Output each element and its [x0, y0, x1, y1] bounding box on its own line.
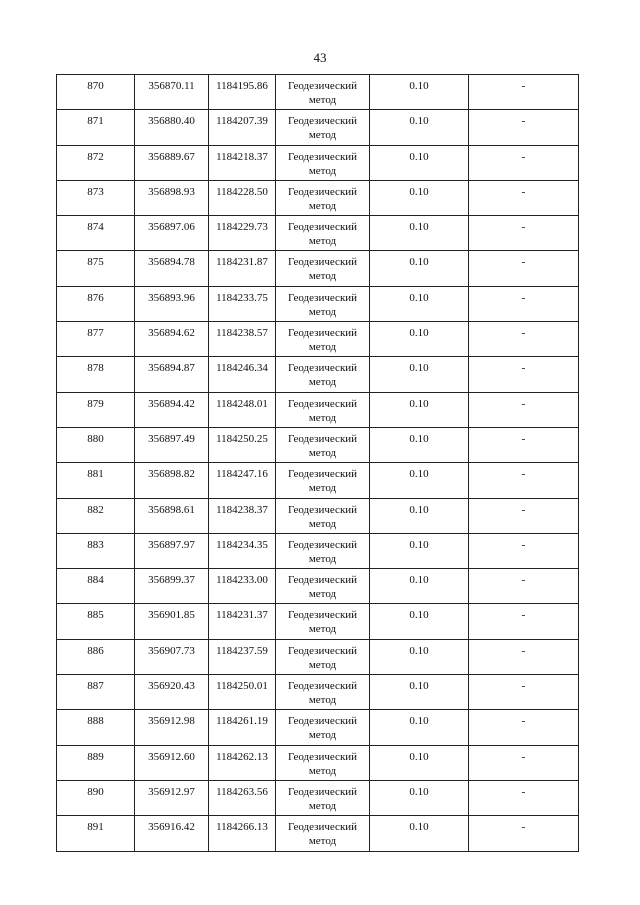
description-cell: - [469, 392, 579, 427]
method-cell [276, 180, 370, 215]
method-text: метод [308, 235, 337, 248]
y-coordinate-cell: 1184250.01 [209, 675, 276, 710]
point-number-cell: 882 [57, 498, 135, 533]
accuracy-cell: 0.10 [370, 251, 469, 286]
method-text: Геодезический [287, 362, 358, 375]
y-coordinate-cell: 1184228.50 [209, 180, 276, 215]
description-cell: - [469, 357, 579, 392]
x-coordinate-cell: 356912.97 [135, 780, 209, 815]
x-coordinate-cell: 356894.42 [135, 392, 209, 427]
description-cell: - [469, 675, 579, 710]
table-row [57, 710, 579, 745]
description-cell: - [469, 463, 579, 498]
x-coordinate-cell: 356897.49 [135, 427, 209, 462]
point-number-cell: 887 [57, 675, 135, 710]
coordinates-table-body [57, 75, 579, 852]
x-coordinate-cell: 356897.06 [135, 216, 209, 251]
point-number-cell: 880 [57, 427, 135, 462]
x-coordinate-cell: 356898.93 [135, 180, 209, 215]
accuracy-cell: 0.10 [370, 427, 469, 462]
method-text: метод [308, 270, 337, 283]
accuracy-cell: 0.10 [370, 745, 469, 780]
method-text: Геодезический [287, 715, 358, 728]
method-cell [276, 110, 370, 145]
method-cell [276, 427, 370, 462]
method-text: Геодезический [287, 750, 358, 763]
table-row [57, 75, 579, 110]
method-text: метод [308, 835, 337, 848]
method-cell [276, 357, 370, 392]
method-cell [276, 145, 370, 180]
table-row [57, 286, 579, 321]
y-coordinate-cell: 1184237.59 [209, 639, 276, 674]
page-number: 43 [313, 50, 327, 65]
method-text: Геодезический [287, 432, 358, 445]
point-number-cell: 873 [57, 180, 135, 215]
method-text: метод [308, 129, 337, 142]
method-text: Геодезический [287, 821, 358, 834]
table-row [57, 180, 579, 215]
y-coordinate-cell: 1184247.16 [209, 463, 276, 498]
method-text: Геодезический [287, 256, 358, 269]
accuracy-cell: 0.10 [370, 322, 469, 357]
method-cell [276, 322, 370, 357]
y-coordinate-cell: 1184233.00 [209, 569, 276, 604]
x-coordinate-cell: 356889.67 [135, 145, 209, 180]
description-cell: - [469, 286, 579, 321]
y-coordinate-cell: 1184263.56 [209, 780, 276, 815]
x-coordinate-cell: 356912.60 [135, 745, 209, 780]
x-coordinate-cell: 356897.97 [135, 533, 209, 568]
method-cell [276, 569, 370, 604]
x-coordinate-cell: 356894.78 [135, 251, 209, 286]
method-text: Геодезический [287, 785, 358, 798]
x-coordinate-cell: 356920.43 [135, 675, 209, 710]
description-cell: - [469, 780, 579, 815]
method-text: метод [308, 517, 337, 530]
y-coordinate-cell: 1184233.75 [209, 286, 276, 321]
method-text: метод [308, 764, 337, 777]
x-coordinate-cell: 356907.73 [135, 639, 209, 674]
point-number-cell: 875 [57, 251, 135, 286]
accuracy-cell: 0.10 [370, 463, 469, 498]
table-row [57, 110, 579, 145]
point-number-cell: 883 [57, 533, 135, 568]
method-text: Геодезический [287, 644, 358, 657]
method-text: Геодезический [287, 397, 358, 410]
y-coordinate-cell: 1184262.13 [209, 745, 276, 780]
x-coordinate-cell: 356898.61 [135, 498, 209, 533]
y-coordinate-cell: 1184195.86 [209, 75, 276, 110]
method-text: метод [308, 199, 337, 212]
method-text: Геодезический [287, 327, 358, 340]
table-row [57, 145, 579, 180]
method-text: метод [308, 729, 337, 742]
y-coordinate-cell: 1184231.37 [209, 604, 276, 639]
method-text: метод [308, 164, 337, 177]
description-cell: - [469, 816, 579, 851]
accuracy-cell: 0.10 [370, 286, 469, 321]
method-text: Геодезический [287, 609, 358, 622]
x-coordinate-cell: 356912.98 [135, 710, 209, 745]
table-row [57, 216, 579, 251]
method-text: Геодезический [287, 115, 358, 128]
description-cell: - [469, 322, 579, 357]
method-text: Геодезический [287, 185, 358, 198]
accuracy-cell: 0.10 [370, 710, 469, 745]
y-coordinate-cell: 1184261.19 [209, 710, 276, 745]
method-text: метод [308, 482, 337, 495]
y-coordinate-cell: 1184238.37 [209, 498, 276, 533]
point-number-cell: 872 [57, 145, 135, 180]
description-cell: - [469, 251, 579, 286]
description-cell: - [469, 180, 579, 215]
x-coordinate-cell: 356870.11 [135, 75, 209, 110]
method-text: Геодезический [287, 680, 358, 693]
point-number-cell: 874 [57, 216, 135, 251]
accuracy-cell: 0.10 [370, 392, 469, 427]
x-coordinate-cell: 356899.37 [135, 569, 209, 604]
y-coordinate-cell: 1184246.34 [209, 357, 276, 392]
table-row [57, 498, 579, 533]
method-text: метод [308, 552, 337, 565]
coordinates-table [56, 74, 579, 852]
method-text: Геодезический [287, 503, 358, 516]
x-coordinate-cell: 356893.96 [135, 286, 209, 321]
description-cell: - [469, 533, 579, 568]
point-number-cell: 890 [57, 780, 135, 815]
method-cell [276, 745, 370, 780]
point-number-cell: 879 [57, 392, 135, 427]
method-cell [276, 780, 370, 815]
point-number-cell: 877 [57, 322, 135, 357]
description-cell: - [469, 145, 579, 180]
table-row [57, 322, 579, 357]
accuracy-cell: 0.10 [370, 533, 469, 568]
y-coordinate-cell: 1184266.13 [209, 816, 276, 851]
table-row [57, 533, 579, 568]
point-number-cell: 871 [57, 110, 135, 145]
table-row [57, 392, 579, 427]
point-number-cell: 888 [57, 710, 135, 745]
method-text: Геодезический [287, 221, 358, 234]
method-cell [276, 498, 370, 533]
method-cell [276, 816, 370, 851]
y-coordinate-cell: 1184231.87 [209, 251, 276, 286]
point-number-cell: 885 [57, 604, 135, 639]
table-row [57, 675, 579, 710]
method-text: метод [308, 446, 337, 459]
description-cell: - [469, 745, 579, 780]
table-row [57, 816, 579, 851]
method-cell [276, 710, 370, 745]
table-row [57, 357, 579, 392]
point-number-cell: 878 [57, 357, 135, 392]
point-number-cell: 881 [57, 463, 135, 498]
y-coordinate-cell: 1184238.57 [209, 322, 276, 357]
table-row [57, 604, 579, 639]
method-cell [276, 286, 370, 321]
y-coordinate-cell: 1184250.25 [209, 427, 276, 462]
y-coordinate-cell: 1184207.39 [209, 110, 276, 145]
point-number-cell: 889 [57, 745, 135, 780]
accuracy-cell: 0.10 [370, 180, 469, 215]
description-cell: - [469, 710, 579, 745]
description-cell: - [469, 569, 579, 604]
accuracy-cell: 0.10 [370, 675, 469, 710]
accuracy-cell: 0.10 [370, 216, 469, 251]
point-number-cell: 891 [57, 816, 135, 851]
method-text: метод [308, 341, 337, 354]
point-number-cell: 884 [57, 569, 135, 604]
accuracy-cell: 0.10 [370, 569, 469, 604]
table-row [57, 745, 579, 780]
x-coordinate-cell: 356880.40 [135, 110, 209, 145]
y-coordinate-cell: 1184229.73 [209, 216, 276, 251]
method-cell [276, 533, 370, 568]
method-text: метод [308, 799, 337, 812]
accuracy-cell: 0.10 [370, 110, 469, 145]
accuracy-cell: 0.10 [370, 780, 469, 815]
description-cell: - [469, 604, 579, 639]
method-cell [276, 75, 370, 110]
point-number-cell: 876 [57, 286, 135, 321]
method-text: метод [308, 588, 337, 601]
method-text: Геодезический [287, 538, 358, 551]
table-row [57, 427, 579, 462]
x-coordinate-cell: 356901.85 [135, 604, 209, 639]
method-text: Геодезический [287, 574, 358, 587]
point-number-cell: 886 [57, 639, 135, 674]
y-coordinate-cell: 1184234.35 [209, 533, 276, 568]
table-row [57, 463, 579, 498]
method-cell [276, 604, 370, 639]
method-cell [276, 675, 370, 710]
method-text: метод [308, 305, 337, 318]
method-text: метод [308, 376, 337, 389]
accuracy-cell: 0.10 [370, 639, 469, 674]
y-coordinate-cell: 1184218.37 [209, 145, 276, 180]
description-cell: - [469, 216, 579, 251]
description-cell: - [469, 110, 579, 145]
table-row [57, 780, 579, 815]
description-cell: - [469, 498, 579, 533]
table-row [57, 569, 579, 604]
point-number-cell: 870 [57, 75, 135, 110]
table-row [57, 639, 579, 674]
method-text: метод [308, 623, 337, 636]
method-cell [276, 392, 370, 427]
y-coordinate-cell: 1184248.01 [209, 392, 276, 427]
method-cell [276, 463, 370, 498]
method-text: Геодезический [287, 80, 358, 92]
method-cell [276, 216, 370, 251]
accuracy-cell: 0.10 [370, 75, 469, 110]
accuracy-cell: 0.10 [370, 357, 469, 392]
description-cell: - [469, 427, 579, 462]
method-text: метод [308, 694, 337, 707]
method-cell [276, 639, 370, 674]
accuracy-cell: 0.10 [370, 604, 469, 639]
method-text: метод [308, 658, 337, 671]
description-cell: - [469, 75, 579, 110]
table-row [57, 251, 579, 286]
accuracy-cell: 0.10 [370, 145, 469, 180]
method-text: Геодезический [287, 468, 358, 481]
x-coordinate-cell: 356916.42 [135, 816, 209, 851]
x-coordinate-cell: 356894.87 [135, 357, 209, 392]
x-coordinate-cell: 356894.62 [135, 322, 209, 357]
description-cell: - [469, 639, 579, 674]
accuracy-cell: 0.10 [370, 816, 469, 851]
method-text: Геодезический [287, 150, 358, 163]
x-coordinate-cell: 356898.82 [135, 463, 209, 498]
accuracy-cell: 0.10 [370, 498, 469, 533]
method-cell [276, 251, 370, 286]
method-text: метод [308, 94, 337, 106]
method-text: метод [308, 411, 337, 424]
method-text: Геодезический [287, 291, 358, 304]
